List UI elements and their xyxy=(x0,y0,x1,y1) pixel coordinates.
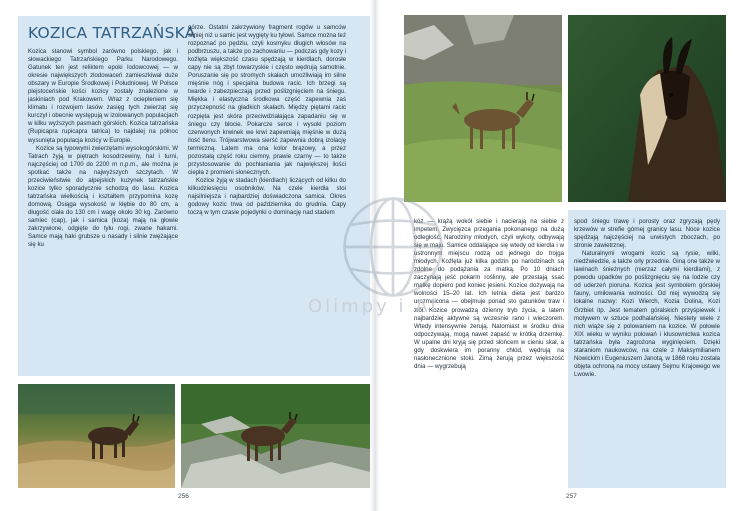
left-text-panel xyxy=(18,16,370,376)
right-column-2 xyxy=(574,218,720,379)
globe-watermark-icon xyxy=(338,192,448,302)
page-title: KOZICA TATRZAŃSKA xyxy=(28,24,196,42)
photo-chamois-rocks xyxy=(181,384,370,488)
photo-chamois-meadow xyxy=(18,384,175,488)
paragraph: Naturalnymi wrogami kozic są rysie, wilki, niedźwiedzie, a także orły przednie. Giną one także w lawinach śnieżnych (nierzaz całymi kierdlami), z powodu upadków po poślizgnięciu się na lodzie czy od uderzeń pioruna. Kozica jest symbolem górskiej fauny, umiłowania wolności. Od niej wywodzą się lokalne nazwy: Kozi Wierch, Kozia Dolina, Kozi Grzbiet itp. Jest tematem góralskich przyśpiewek i motywem w sztuce podhalańskiej. Niestety wiele z nich wiąże się z polowaniem na kozice. W połowie XIX wieku w wyniku polowań i kłusownictwa kozica tatrzańska była zagrożona wyginięciem. Dzięki staraniom naukowców, na czele z Maksymilianem Nowickim i Eugeniuszem Janotą, w 1868 roku została objęta ochroną na mocy ustawy Sejmu Krajowego we Lwowie. xyxy=(574,250,720,378)
paragraph: górze. Ostatni zakrzywiony fragment rogów u samców silniej niż u samic jest wygięty ku tyłowi. Samce można też rozpoznać po pędzlu, czyli kosmyku długich włosów na podbrzuszu, a także po zachowaniu — podczas gdy kozy i koźlęta większość czasu spędzają w kierdlach, dorosłe capy nie są zbyt towarzyskie i często wędrują samotnie. Poruszanie się po stromych skałach umożliwiają im silne mięśnie nóg i specjalna budowa racic. Ich brzegi są twarde i zabezpieczają przed poślizgnięciem na śniegu. Miękka i elastyczna środkowa część zapewnia zaś przyczepność na gładkich skałach. Między piętami racic rozpięta jest skóra przeciwdziałająca zapadaniu się w śniegu czy błocie. Pokarcze serce i wysoki poziom czerwonych krwinek we krwi zapewniają mięśnie w dużą ilość tlenu. Trójwarstwowa sierść zapewnia dobrą izolację termiczną. Latem ma ona kolor brązowy, a przez pozostałą część roku ciemny, prawie czarny — to także przystosowanie do pochłaniania jak największej ilości ciepła z promieni słonecznych. xyxy=(188,24,346,176)
page-number-left: 256 xyxy=(178,493,189,500)
left-column-1 xyxy=(28,48,178,249)
paragraph: Kozice żyją w stadach (kierdlach) liczących od kilku do kilkudziesięciu osobników. Na czele kierdla stoi najsilniejsza i najbardziej doświadczona samica. Okres godowy kozic trwa od października do grudnia. Capy toczą w tym czasie pojedynki o dominację nad stadem xyxy=(188,176,346,217)
left-page xyxy=(0,0,372,511)
photo-chamois-grass xyxy=(404,15,562,202)
paragraph: Kozice są typowymi zwierzętami wysokogórskimi. W Tatrach żyją w piętrach kosodrzewiny, hal i turni, najczęściej od 1700 do 2200 m n.p.m., ale można je spotkać także na najwyższych szczytach. W przeciwieństwie do alpejskich kuzynek tatrzańskie kozice tylko sporadycznie schodzą do lasu. Kozica tatrzańska wielkością i kształtem przypomina kozę domową. Osiąga wysokość w kłębie do 80 cm, a długość ciała do 130 cm i wagę około 30 kg. Zarówno samiec (cap), jak i samica (koza) mają na głowie zakrzywione, odgięte do tyłu rogi, zwane hakami. Samce mają haki grubsze u nasady i silnie zwężające się ku xyxy=(28,144,178,249)
paragraph: spod śniegu trawę i porosty oraz zgryzają pędy krzewów w strefie górnej granicy lasu. Noce kozice spędzają najczęściej na urwistych zboczach, po stronie zawietrznej. xyxy=(574,218,720,250)
paragraph: kóz — krążą wokół siebie i nacierają na siebie z impetem. Zwycięzca przegania pokonanego na dużą odległość. Narodziny młodych, czyli wykoty, odbywają się w maju. Samice oddalające się wtedy od kierdla i w ustronnym miejscu rodzą od jednego do trojga młodych. Koźlęta już kilka godzin po narodzinach są zdolne do podążania za matką. Po 10 dniach zaczynają jeść pokarm roślinny, ale przestają ssać matkę dopiero pod koniec jesieni. Kozice dożywają na wolności 15–20 lat. Ich letnia dieta jest bardzo urozmaicona — obejmuje ponad sto gatunków traw i ziół. Kozice prowadzą dzienny tryb życia, a latem najbardziej aktywne są wczesnie rano i wieczorem. Wtedy intensywnie żerują. Natomiast w środku dnia odpoczywają, mogą nawet zapaść w krótką drzemkę. W upalne dni kryją się przed słońcem w cieniu skał, a gdy doskwiera im poranny chłód, wędrują na nasłonecznione stoki. Zimą żerują przez większość dnia — wygrzebują xyxy=(414,218,564,370)
photo-chamois-portrait xyxy=(568,15,726,202)
page-number-right: 257 xyxy=(566,493,577,500)
watermark-text: Olimpy i Al xyxy=(308,296,439,317)
left-column-2 xyxy=(188,24,346,217)
paragraph: Kozica stanowi symbol zarówno polskiego, jak i słowackiego Tatrzańskiego Parku Narodowego. Gatunek ten jest reliktem epoki lodowcowej — w okresie największych zlodowaceń zamieszkiwał duże obszary w Europie Środkowej i Południowej. W Polsce plejstoceńskie kości kozicy zostały znalezione w jaskiniach pod Krakowem. Wraz z ociepleniem się klimatu i rozwojem lasów zasięg tych zwierząt się kurczył i obecnie występują w izolowanych populacjach w kilku wyższych pasmach górskich. Kozica tatrzańska (Rupicapra rupicapra tatrica) to najdalej na północ wysunięta populacja kozicy w Europie. xyxy=(28,48,178,144)
